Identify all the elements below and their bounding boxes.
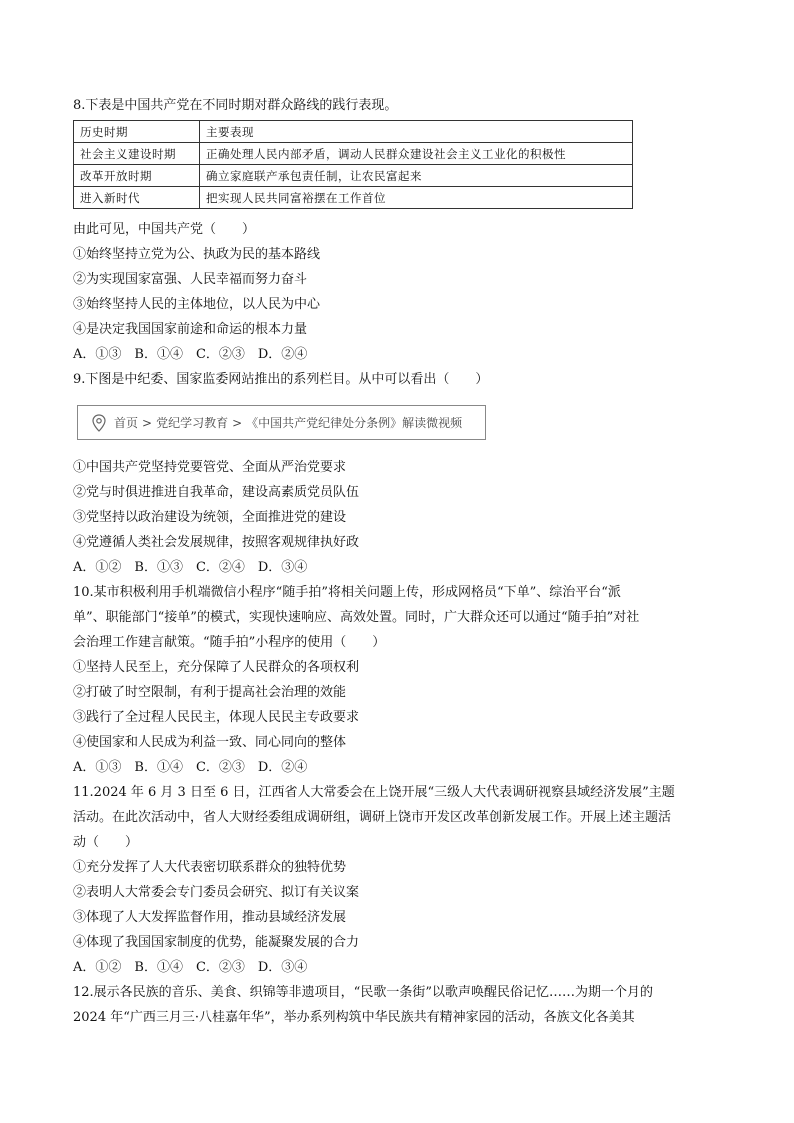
q11-option: ④体现了我国国家制度的优势，能凝聚发展的合力 <box>73 935 360 950</box>
table-cell: 进入新时代 <box>74 187 200 209</box>
q11-stem-line: 活动。在此次活动中，省人大财经委组成调研组，调研上饶市开发区改革创新发展工作。开展上述主题活 <box>73 810 672 825</box>
q8-option: ③始终坚持人民的主体地位，以人民为中心 <box>73 297 321 312</box>
table-cell: 把实现人民共同富裕摆在工作首位 <box>200 187 633 209</box>
table-row <box>74 187 633 209</box>
q9-option: ④党遵循人类社会发展规律，按照客观规律执好政 <box>73 535 360 550</box>
q9-option: ①中国共产党坚持党要管党、全面从严治党要求 <box>73 460 347 475</box>
website-breadcrumb <box>77 405 486 440</box>
table-cell: 正确处理人民内部矛盾，调动人民群众建设社会主义工业化的积极性 <box>200 143 633 165</box>
history-table <box>73 120 633 209</box>
q8-option: ②为实现国家富强、人民幸福而努力奋斗 <box>73 272 308 287</box>
table-cell: 改革开放时期 <box>74 165 200 187</box>
breadcrumb-party-education: 党纪学习教育 <box>156 416 229 430</box>
table-row <box>74 143 633 165</box>
breadcrumb-video: 《中国共产党纪律处分条例》解读微视频 <box>246 416 463 430</box>
q10-choices: A．①③ B．①④ C．②③ D．②④ <box>73 760 308 775</box>
q10-stem-line: 10.某市积极利用手机端微信小程序“随手拍”将相关问题上传，形成网格员“下单”、综治平台“派 <box>73 585 621 600</box>
q8-option: ④是决定我国国家前途和命运的根本力量 <box>73 322 308 337</box>
table-header-cell: 历史时期 <box>74 121 200 143</box>
q9-option: ②党与时俱进推进自我革命，建设高素质党员队伍 <box>73 485 360 500</box>
breadcrumb-home: 首页 <box>114 416 139 430</box>
q11-option: ③体现了人大发挥监督作用，推动县域经济发展 <box>73 910 347 925</box>
q10-option: ②打破了时空限制，有利于提高社会治理的效能 <box>73 685 347 700</box>
table-cell: 社会主义建设时期 <box>74 143 200 165</box>
location-pin-icon <box>92 414 106 432</box>
q10-stem-line: 会治理工作建言献策。“随手拍”小程序的使用（ ） <box>73 635 386 650</box>
q10-option: ①坚持人民至上，充分保障了人民群众的各项权利 <box>73 660 360 675</box>
q9-choices: A．①② B．①③ C．②④ D．③④ <box>73 560 308 575</box>
q8-choices: A．①③ B．①④ C．②③ D．②④ <box>73 347 308 362</box>
q10-option: ④使国家和人民成为利益一致、同心同向的整体 <box>73 735 347 750</box>
table-row <box>74 165 633 187</box>
q11-choices: A．①② B．①④ C．②③ D．③④ <box>73 960 308 975</box>
q12-stem-line: 12.展示各民族的音乐、美食、织锦等非遗项目，“民歌一条街”以歌声唤醒民俗记忆……为期一个月的 <box>73 985 653 1000</box>
table-header-cell: 主要表现 <box>200 121 633 143</box>
q9-option: ③党坚持以政治建设为统领，全面推进党的建设 <box>73 510 347 525</box>
q10-stem-line: 单”、职能部门“接单”的模式，实现快速响应、高效处置。同时，广大群众还可以通过“随手拍”对社 <box>73 610 640 625</box>
q11-stem-line: 动（ ） <box>73 835 139 850</box>
q12-stem-line: 2024 年“广西三月三·八桂嘉年华”，举办系列构筑中华民族共有精神家园的活动，各族文化各美其 <box>73 1010 635 1025</box>
q11-stem-line: 11.2024 年 6 月 3 日至 6 日，江西省人大常委会在上饶开展“三级人大代表调研视察县域经济发展”主题 <box>73 785 675 800</box>
table-header-row <box>74 121 633 143</box>
q11-option: ②表明人大常委会专门委员会研究、拟订有关议案 <box>73 885 360 900</box>
q10-option: ③践行了全过程人民民主，体现人民民主专政要求 <box>73 710 360 725</box>
q8-prompt: 由此可见，中国共产党（ ） <box>73 222 256 237</box>
q8-option: ①始终坚持立党为公、执政为民的基本路线 <box>73 247 321 262</box>
q9-stem: 9.下图是中纪委、国家监委网站推出的系列栏目。从中可以看出（ ） <box>73 372 489 387</box>
breadcrumb-separator: > <box>232 415 243 430</box>
breadcrumb-separator: > <box>142 415 153 430</box>
table-cell: 确立家庭联产承包责任制，让农民富起来 <box>200 165 633 187</box>
q11-option: ①充分发挥了人大代表密切联系群众的独特优势 <box>73 860 347 875</box>
q8-stem: 8.下表是中国共产党在不同时期对群众路线的践行表现。 <box>73 98 398 113</box>
